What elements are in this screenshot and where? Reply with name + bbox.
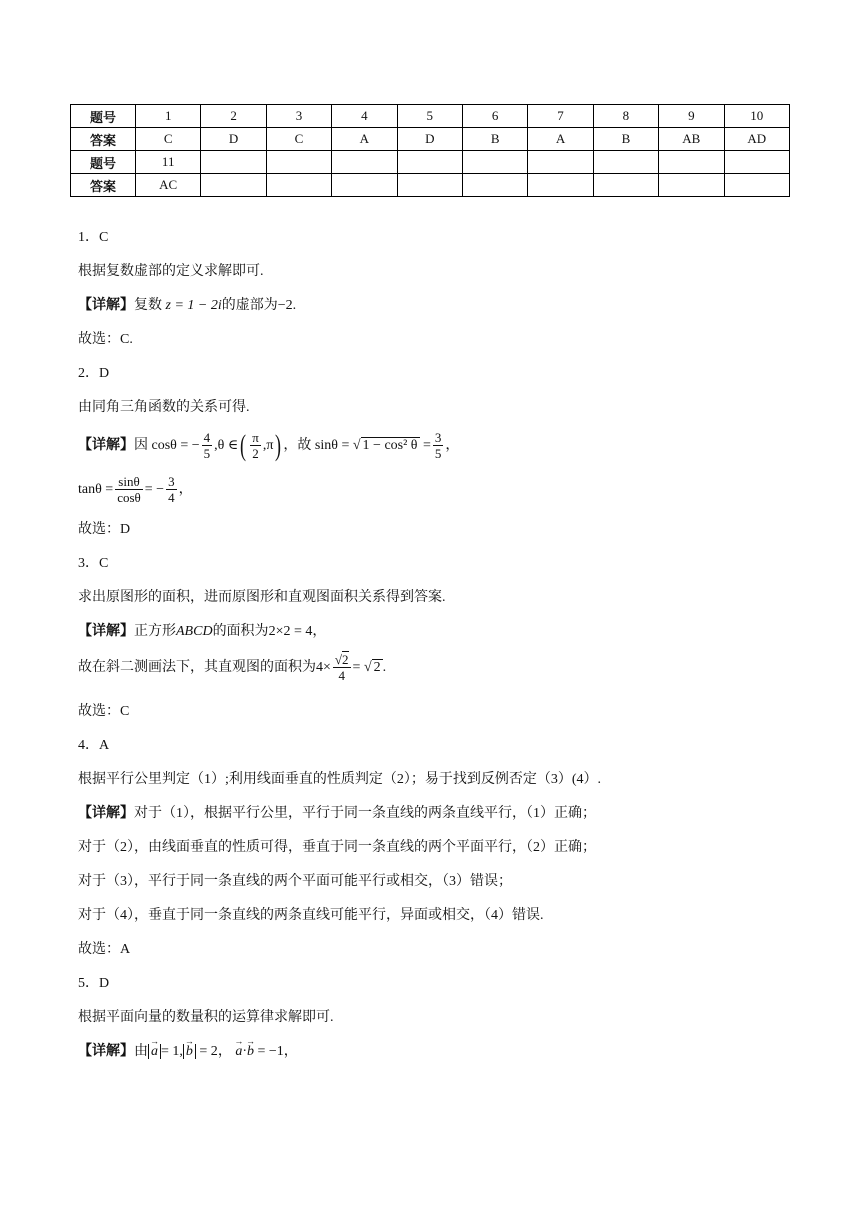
q5-abs-a xyxy=(148,1044,161,1059)
table-cell: C xyxy=(266,128,331,151)
q1-detail-value: −2 xyxy=(277,298,293,313)
row-label: 答案 xyxy=(71,174,136,197)
table-cell xyxy=(397,151,462,174)
table-cell: D xyxy=(397,128,462,151)
table-cell xyxy=(462,151,527,174)
table-cell xyxy=(201,151,266,174)
q4-line1 xyxy=(78,804,596,824)
q5-from: 由 xyxy=(134,1044,148,1059)
radicand: 2 xyxy=(342,652,349,668)
numerator: 3 xyxy=(168,474,175,490)
q2-therefore: ，故 xyxy=(283,438,312,453)
q3-detail1-prefix: 正方形 xyxy=(134,624,176,639)
table-cell xyxy=(266,174,331,197)
q2-interval-end: ,π xyxy=(262,438,274,453)
radicand: 2 xyxy=(373,660,381,675)
table-cell: AC xyxy=(136,174,201,197)
q4-conclusion: 故选：A xyxy=(78,942,131,957)
q5-end: ， xyxy=(283,1044,298,1059)
table-row xyxy=(71,151,790,174)
q2-tan-eq: = − xyxy=(144,482,165,497)
q2-tan xyxy=(78,472,193,508)
table-cell xyxy=(528,151,593,174)
numerator: 4 xyxy=(203,430,211,446)
q2-comma: ， xyxy=(445,438,460,453)
table-cell: 5 xyxy=(397,105,462,128)
q2-sin-eq: = xyxy=(423,438,431,453)
table-row xyxy=(71,128,790,151)
q2-cos-lhs: cosθ = − xyxy=(151,438,200,453)
denominator: 5 xyxy=(434,446,442,462)
q1-heading: 1．C xyxy=(78,230,109,245)
q1-detail xyxy=(78,296,296,316)
q2-sin-lhs: sinθ = xyxy=(314,438,350,453)
detail-tag: 【详解】 xyxy=(78,438,134,453)
q1-detail-prefix: 复数 xyxy=(134,298,162,313)
table-cell xyxy=(724,174,789,197)
numerator: sinθ xyxy=(115,474,143,490)
q2-cos-fraction xyxy=(202,430,213,461)
q2-sin-sqrt: √ 1 − cos² θ xyxy=(352,438,418,453)
table-cell: 10 xyxy=(724,105,789,128)
q4-line1-text: 对于（1），根据平行公里，平行于同一条直线的两条直线平行，（1）正确； xyxy=(134,806,596,821)
row-label: 题号 xyxy=(71,105,136,128)
table-cell: 4 xyxy=(332,105,397,128)
q2-tan-end: ， xyxy=(178,482,193,497)
table-cell: C xyxy=(136,128,201,151)
q3-conclusion: 故选：C xyxy=(78,704,130,719)
q3-hint: 求出原图形的面积，进而原图形和直观图面积关系得到答案. xyxy=(78,590,446,605)
q3-heading: 3．C xyxy=(78,556,109,571)
table-cell xyxy=(659,174,724,197)
q5-b-val: = 2 xyxy=(199,1044,218,1059)
numerator: π xyxy=(252,430,259,446)
table-cell: D xyxy=(201,128,266,151)
q2-heading: 2．D xyxy=(78,366,110,381)
q3-detail1 xyxy=(78,622,326,642)
table-cell: 8 xyxy=(593,105,658,128)
q3-detail2-factor: 4× xyxy=(316,660,331,675)
q2-because: 因 xyxy=(134,438,148,453)
vector-a: → a xyxy=(151,1042,158,1062)
table-cell: A xyxy=(332,128,397,151)
q5-sep: ， xyxy=(217,1044,232,1059)
q5-abs-b xyxy=(183,1044,196,1059)
vector-b: → b xyxy=(247,1042,254,1062)
q4-heading: 4．A xyxy=(78,738,110,753)
q5-hint: 根据平面向量的数量积的运算律求解即可. xyxy=(78,1010,334,1025)
q2-conclusion: 故选：D xyxy=(78,522,131,537)
q4-line4: 对于（4），垂直于同一条直线的两条直线可能平行，异面或相交，（4）错误. xyxy=(78,908,544,923)
table-row xyxy=(71,105,790,128)
table-cell xyxy=(332,174,397,197)
q5-heading: 5．D xyxy=(78,976,110,991)
dot-operator: · xyxy=(242,1044,247,1059)
q3-square-name: ABCD xyxy=(176,624,213,639)
denominator: 2 xyxy=(252,446,259,462)
table-cell xyxy=(462,174,527,197)
table-cell xyxy=(332,151,397,174)
q3-result-sqrt: √ 2 xyxy=(363,660,381,675)
q1-conclusion: 故选：C. xyxy=(78,332,133,347)
table-cell: AB xyxy=(659,128,724,151)
q5-detail xyxy=(78,1042,298,1062)
table-cell: AD xyxy=(724,128,789,151)
table-cell xyxy=(266,151,331,174)
denominator: 5 xyxy=(203,446,211,462)
detail-tag: 【详解】 xyxy=(78,624,134,639)
table-cell xyxy=(593,151,658,174)
radicand: 1 − cos² θ xyxy=(362,438,418,453)
detail-tag: 【详解】 xyxy=(78,1044,134,1059)
q2-sin-fraction xyxy=(433,430,444,461)
table-cell xyxy=(528,174,593,197)
row-label: 题号 xyxy=(71,151,136,174)
denominator: 4 xyxy=(168,490,175,506)
table-cell: 7 xyxy=(528,105,593,128)
table-cell: 11 xyxy=(136,151,201,174)
right-paren: ) xyxy=(275,428,282,462)
q3-detail2-prefix: 故在斜二测画法下，其直观图的面积为 xyxy=(78,660,316,675)
row-label: 答案 xyxy=(71,128,136,151)
q2-tan-lhs: tanθ = xyxy=(78,482,114,497)
table-cell: 9 xyxy=(659,105,724,128)
denominator: cosθ xyxy=(117,490,141,506)
numerator: 3 xyxy=(434,430,442,446)
q2-tan-fraction xyxy=(115,474,143,505)
q2-interval-fraction xyxy=(250,430,261,461)
table-cell: 2 xyxy=(201,105,266,128)
q2-hint: 由同角三角函数的关系可得. xyxy=(78,400,250,415)
table-row xyxy=(71,174,790,197)
table-cell xyxy=(201,174,266,197)
table-cell xyxy=(397,174,462,197)
q3-detail1-mid: 的面积为 xyxy=(212,624,269,639)
detail-tag: 【详解】 xyxy=(78,298,134,313)
answer-table xyxy=(70,104,790,197)
q4-hint: 根据平行公里判定（1）;利用线面垂直的性质判定（2）；易于找到反例否定（3）(4）. xyxy=(78,772,602,787)
table-cell: 3 xyxy=(266,105,331,128)
q1-detail-expr: z = 1 − 2i xyxy=(165,298,222,313)
q3-detail2-eq: = xyxy=(352,660,361,675)
q3-area-fraction xyxy=(333,652,351,683)
table-cell: 1 xyxy=(136,105,201,128)
q3-detail2-end: . xyxy=(382,660,387,675)
table-cell xyxy=(659,151,724,174)
left-paren: ( xyxy=(240,428,247,462)
q4-line2: 对于（2），由线面垂直的性质可得，垂直于同一条直线的两个平面平行，（2）正确； xyxy=(78,840,596,855)
q2-detail xyxy=(78,428,459,464)
table-cell xyxy=(593,174,658,197)
q1-hint: 根据复数虚部的定义求解即可. xyxy=(78,264,264,279)
q2-theta-in: ,θ ∈ xyxy=(214,438,239,453)
table-cell: A xyxy=(528,128,593,151)
detail-tag: 【详解】 xyxy=(78,806,134,821)
table-cell: B xyxy=(462,128,527,151)
numerator: √2 xyxy=(334,652,349,668)
q3-detail1-expr: 2×2 = 4 xyxy=(268,624,313,639)
q4-line3: 对于（3），平行于同一条直线的两个平面可能平行或相交，（3）错误； xyxy=(78,874,512,889)
table-cell xyxy=(724,151,789,174)
table-cell: B xyxy=(593,128,658,151)
q2-tan-result xyxy=(166,474,177,505)
q1-detail-suffix: 的虚部为 xyxy=(221,298,278,313)
q5-a-val: = 1, xyxy=(161,1044,183,1059)
vector-b: → b xyxy=(186,1042,193,1062)
vector-a: → a xyxy=(235,1042,242,1062)
q3-detail1-end: ， xyxy=(312,624,327,639)
q3-detail2 xyxy=(78,650,386,686)
q1-detail-end: . xyxy=(292,298,297,313)
q5-dot-val: = −1 xyxy=(257,1044,284,1059)
table-cell: 6 xyxy=(462,105,527,128)
denominator: 4 xyxy=(338,668,345,684)
